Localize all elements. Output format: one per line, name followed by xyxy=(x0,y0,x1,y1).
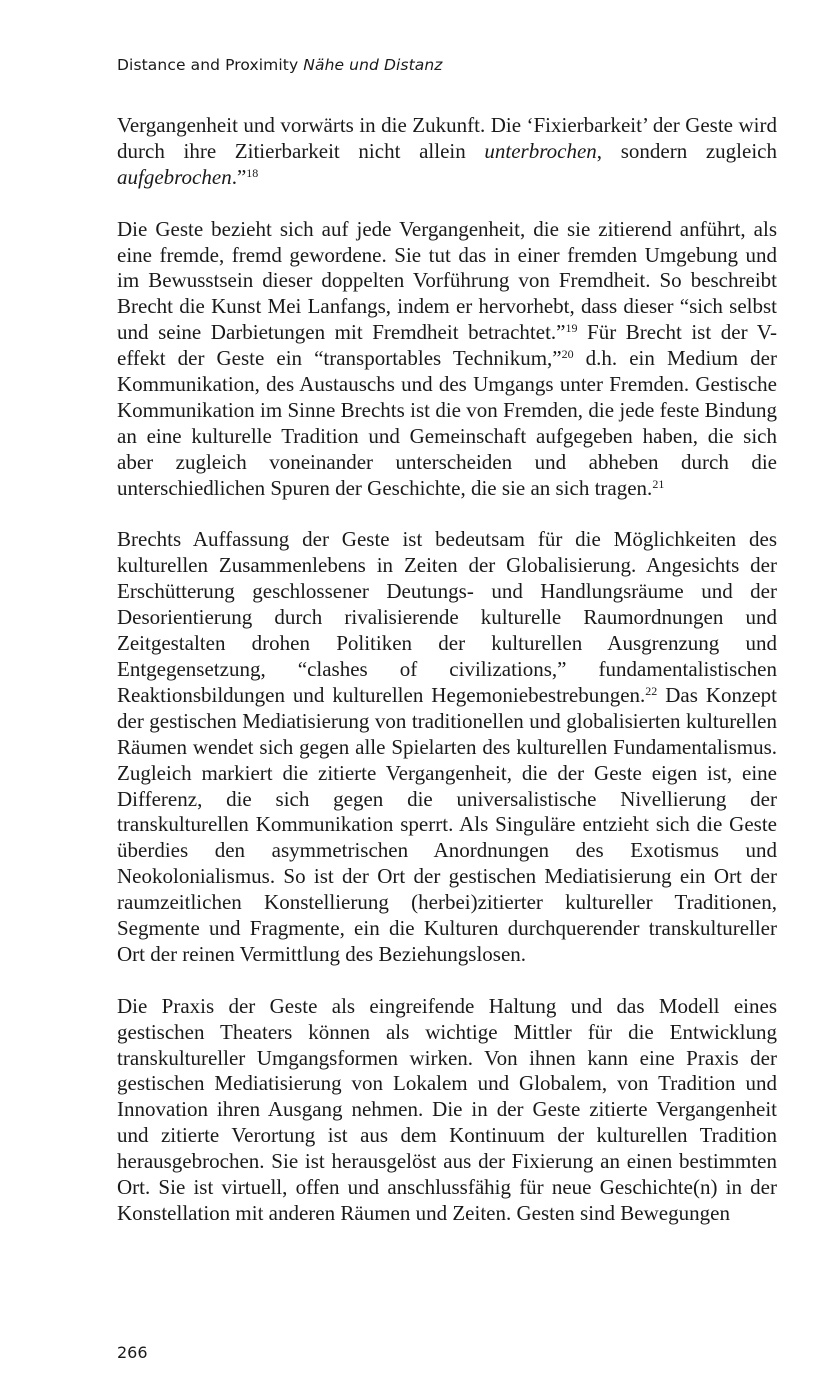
paragraph-1-text-2: , sondern zugleich xyxy=(596,138,777,163)
footnote-ref-21: 21 xyxy=(652,476,665,491)
paragraph-1-text-3: .” xyxy=(231,164,247,189)
running-header xyxy=(117,56,443,74)
emphasis-aufgebrochen: aufgebrochen xyxy=(117,164,232,189)
body-text xyxy=(117,113,777,1227)
page-number: 266 xyxy=(117,1343,148,1362)
emphasis-unterbrochen: unterbrochen xyxy=(484,138,597,163)
paragraph-2-text-3: d.h. ein Medium der Kommunikation, des Austauschs und des Umgangs unter Fremden. Gestische Kommunikation im Sinne Brechts ist die von Fremden, die jede feste Bindung an eine kulturelle Tradition und Gemeinschaft aufgegeben haben, die sich aber zugleich voneinander unterscheiden und abheben durch die unterschiedlichen Spuren der Geschichte, die sie an sich tragen. xyxy=(117,346,777,500)
paragraph-1 xyxy=(117,113,777,191)
paragraph-1-text-1: Vergangenheit und vorwärts in die Zukunft. Die ‘Fixierbarkeit’ der Geste wird durch ihre Zitierbarkeit nicht allein xyxy=(117,113,777,163)
footnote-ref-19: 19 xyxy=(565,321,578,336)
header-title-german: Nähe und Distanz xyxy=(303,56,443,74)
paragraph-3 xyxy=(117,527,777,967)
paragraph-4-text-1: Die Praxis der Geste als eingreifende Haltung und das Modell eines gestischen Theaters können als wichtige Mittler für die Entwicklung transkultureller Umgangsformen wirken. Von ihnen kann eine Praxis der gestischen Mediatisierung von Lokalem und Globalem, von Tradition und Innovation ihren Ausgang nehmen. Die in der Geste zitierte Vergangenheit und zitierte Verortung ist aus dem Kontinuum der kulturellen Tradition herausgebrochen. Sie ist herausgelöst aus der Fixierung an einen bestimmten Ort. Sie ist virtuell, offen und anschlussfähig für neue Geschichte(n) in der Konstellation mit anderen Räumen und Zeiten. Gesten sind Bewegungen xyxy=(117,993,777,1226)
footnote-ref-22: 22 xyxy=(645,683,658,698)
header-title-english: Distance and Proximity xyxy=(117,56,299,74)
footnote-ref-18: 18 xyxy=(246,165,259,180)
paragraph-2-text-2: Für Brecht ist der V-effekt der Geste ein “transportables Technikum,” xyxy=(117,320,777,371)
footnote-ref-20: 20 xyxy=(561,347,574,362)
paragraph-2 xyxy=(117,217,777,502)
paragraph-3-text-2: Das Konzept der gestischen Mediatisierung von traditionellen und globalisierten kulturellen Räumen wendet sich gegen alle Spielarten des kulturellen Fundamentalismus. Zugleich markiert die zitierte Vergangenheit, die der Geste eigen ist, eine Differenz, die sich gegen die universalistische Nivellierung der transkulturellen Kommunikation sperrt. Als Singuläre entzieht sich die Geste überdies den asymmetrischen Anordnungen des Exotismus und Neokolonialismus. So ist der Ort der gestischen Mediatisierung ein Ort der raumzeitlichen Konstellierung (herbei)zitierter kultureller Traditionen, Segmente und Fragmente, ein die Kulturen durchquerender transkultureller Ort der reinen Vermittlung des Beziehungslosen. xyxy=(117,682,777,966)
paragraph-2-text-1: Die Geste bezieht sich auf jede Vergangenheit, die sie zitierend anführt, als eine fremde, fremd gewordene. Sie tut das in einer fremden Umgebung und im Bewusstsein dieser doppelten Vorführung von Fremdheit. So beschreibt Brecht die Kunst Mei Lanfangs, indem er hervorhebt, dass dieser “sich selbst und seine Darbietungen mit Fremdheit betrachtet.” xyxy=(117,216,777,345)
paragraph-3-text-1: Brechts Auffassung der Geste ist bedeutsam für die Möglichkeiten des kulturellen Zusammenlebens in Zeiten der Globalisierung. Angesichts der Erschütterung geschlossener Deutungs- und Handlungsräume und der Desorientierung durch rivalisierende kulturelle Raumordnungen und Zeitgestalten drohen Politiken der kulturellen Ausgrenzung und Entgegensetzung, “clashes of civilizations,” fundamentalistischen Reaktionsbildungen und kulturellen Hegemoniebestrebungen. xyxy=(117,527,777,707)
paragraph-4 xyxy=(117,994,777,1227)
